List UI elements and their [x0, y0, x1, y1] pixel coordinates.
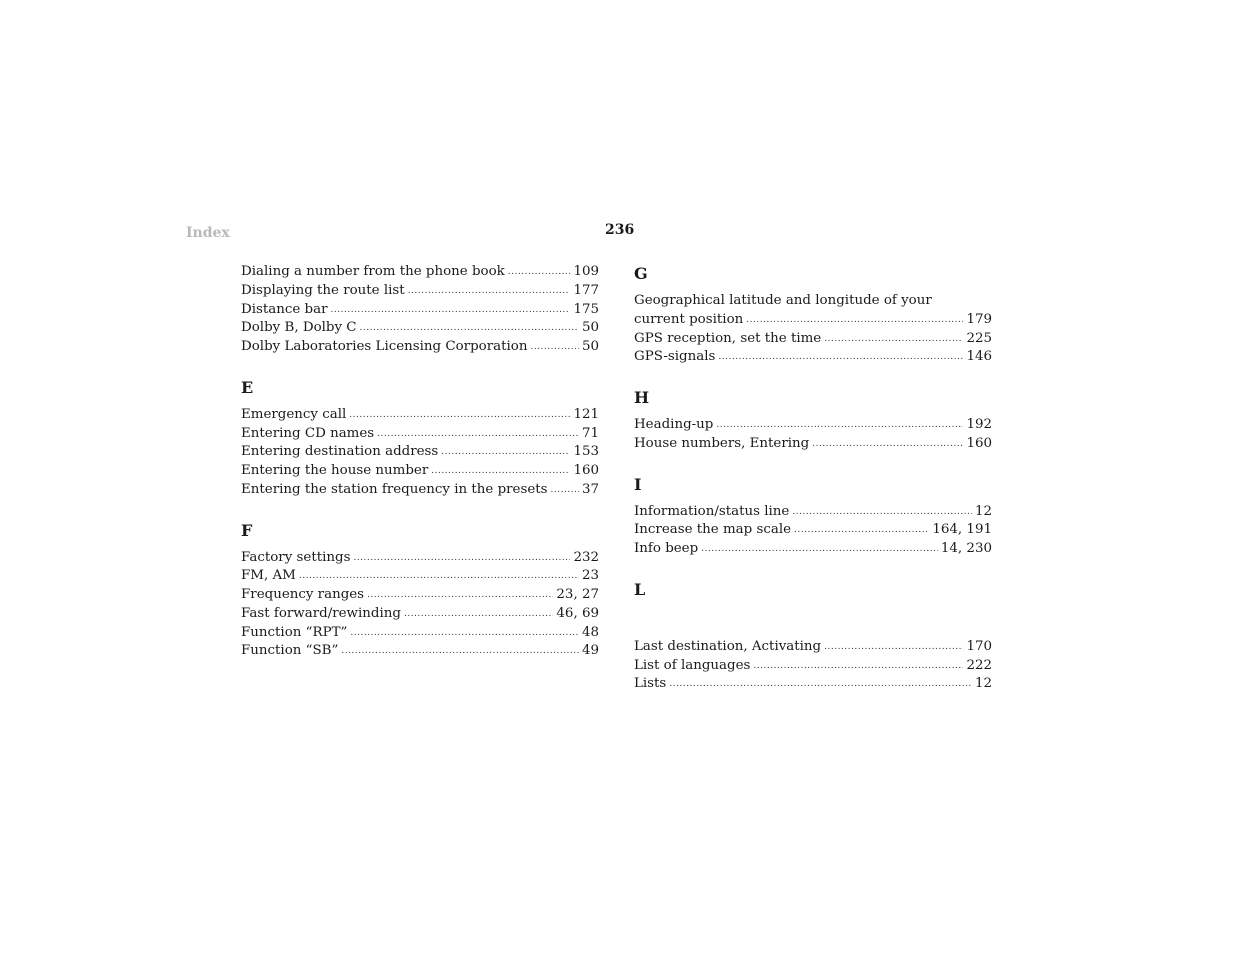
- page-ref: 177: [573, 282, 599, 298]
- dot-leader: [431, 462, 570, 481]
- dot-leader: [669, 675, 972, 694]
- page-ref: 23, 27: [556, 587, 599, 602]
- index-entry-line: Geographical latitude and longitude of your: [634, 293, 932, 308]
- page-ref: 50: [581, 320, 599, 336]
- dot-leader: [824, 638, 963, 657]
- page-ref: 109: [573, 264, 599, 279]
- index-group-g: [634, 263, 992, 367]
- page-ref: 164, 191: [932, 522, 992, 538]
- index-entry: GPS reception, set the time ..... 225: [634, 330, 992, 349]
- index-column-left: [241, 263, 599, 661]
- page-ref: 175: [573, 301, 599, 317]
- group-letter: H: [634, 388, 650, 407]
- dot-leader: [299, 567, 579, 586]
- page-ref: 179: [966, 311, 992, 327]
- group-letter: I: [634, 474, 642, 494]
- page-ref: 46, 69: [556, 605, 599, 621]
- index-group-h: [634, 387, 992, 454]
- index-entry: Entering the house number ..... 160: [241, 462, 599, 481]
- index-entry: Displaying the route list ..... 177: [241, 282, 599, 301]
- index-group-l: [634, 579, 992, 694]
- index-group-d: [241, 263, 599, 357]
- index-entry: Distance bar ..... 175: [241, 301, 599, 320]
- index-entry: Information/status line ..... 12: [634, 503, 992, 522]
- dot-leader: [441, 443, 570, 462]
- dot-leader: [404, 605, 553, 624]
- page-ref: 160: [966, 435, 992, 451]
- index-entry: Info beep ..... 14, 230: [634, 540, 992, 559]
- page-ref: 50: [581, 339, 599, 354]
- page-ref: 170: [966, 638, 992, 654]
- dot-leader: [812, 435, 963, 454]
- page-number: 236: [605, 222, 635, 238]
- index-entry: Entering the station frequency in the presets ..... 37: [241, 481, 599, 500]
- index-entry: current position ..... 179: [634, 311, 992, 330]
- dot-leader: [753, 657, 963, 676]
- dot-leader: [794, 521, 929, 540]
- page-ref: 222: [966, 657, 992, 673]
- page-ref: 192: [966, 417, 992, 432]
- group-letter: E: [241, 377, 254, 397]
- index-entry: Fast forward/rewinding ..... 46, 69: [241, 605, 599, 624]
- page-ref: 48: [581, 624, 599, 640]
- dot-leader: [377, 425, 579, 444]
- page-ref: 49: [581, 643, 599, 659]
- page-ref: 153: [573, 444, 599, 460]
- dot-leader: [701, 540, 938, 559]
- index-entry: Lists ..... 12: [634, 675, 992, 694]
- dot-leader: [349, 406, 570, 425]
- dot-leader: [367, 586, 553, 605]
- index-entry: Heading-up ..... 192: [634, 416, 992, 435]
- page-ref: 37: [581, 481, 599, 497]
- page-ref: 121: [573, 406, 599, 422]
- group-letter: G: [634, 264, 648, 283]
- index-entry: Increase the map scale ..... 164, 191: [634, 521, 992, 540]
- index-entry: Function “RPT” ..... 48: [241, 624, 599, 643]
- index-entry: GPS-signals ..... 146: [634, 348, 992, 367]
- dot-leader: [824, 330, 963, 349]
- dot-leader: [551, 481, 579, 500]
- index-entry: Emergency call ..... 121: [241, 406, 599, 425]
- index-group-e: [241, 377, 599, 500]
- running-header-section: Index: [186, 225, 230, 241]
- dot-leader: [746, 311, 963, 330]
- page-ref: 71: [581, 425, 599, 441]
- index-entry: Entering CD names ..... 71: [241, 425, 599, 444]
- index-entry: Last destination, Activating ..... 170: [634, 638, 992, 657]
- dot-leader: [353, 549, 570, 568]
- page-ref: 146: [966, 349, 992, 365]
- dot-leader: [718, 348, 963, 367]
- page-ref: 23: [581, 568, 599, 584]
- dot-leader: [792, 503, 972, 522]
- index-entry: Factory settings ..... 232: [241, 549, 599, 568]
- page-ref: 225: [966, 330, 992, 346]
- dot-leader: [341, 642, 579, 661]
- index-entry: Dolby Laboratories Licensing Corporation ..... 50: [241, 338, 599, 357]
- page-ref: 160: [573, 463, 599, 478]
- dot-leader: [508, 263, 571, 282]
- index-entry: Dialing a number from the phone book ..... 109: [241, 263, 599, 282]
- dot-leader: [360, 319, 579, 338]
- dot-leader: [350, 624, 579, 643]
- page-ref: 232: [573, 549, 599, 565]
- dot-leader: [716, 416, 963, 435]
- index-entry: Entering destination address ..... 153: [241, 443, 599, 462]
- group-letter: F: [241, 520, 253, 540]
- index-entry: Dolby B, Dolby C ..... 50: [241, 319, 599, 338]
- index-entry: Frequency ranges ..... 23, 27: [241, 586, 599, 605]
- dot-leader: [331, 301, 571, 320]
- index-column-right: [634, 263, 992, 694]
- index-entry: FM, AM ..... 23: [241, 567, 599, 586]
- index-group-i: [634, 474, 992, 559]
- dot-leader: [408, 282, 571, 301]
- page-ref: 12: [974, 503, 992, 519]
- index-entry: House numbers, Entering ..... 160: [634, 435, 992, 454]
- dot-leader: [530, 338, 578, 357]
- page-ref: 12: [974, 676, 992, 692]
- group-letter: L: [634, 579, 646, 599]
- page-ref: 14, 230: [940, 541, 992, 556]
- index-group-f: [241, 520, 599, 662]
- index-entry: Function “SB” ..... 49: [241, 642, 599, 661]
- index-entry: List of languages ..... 222: [634, 657, 992, 676]
